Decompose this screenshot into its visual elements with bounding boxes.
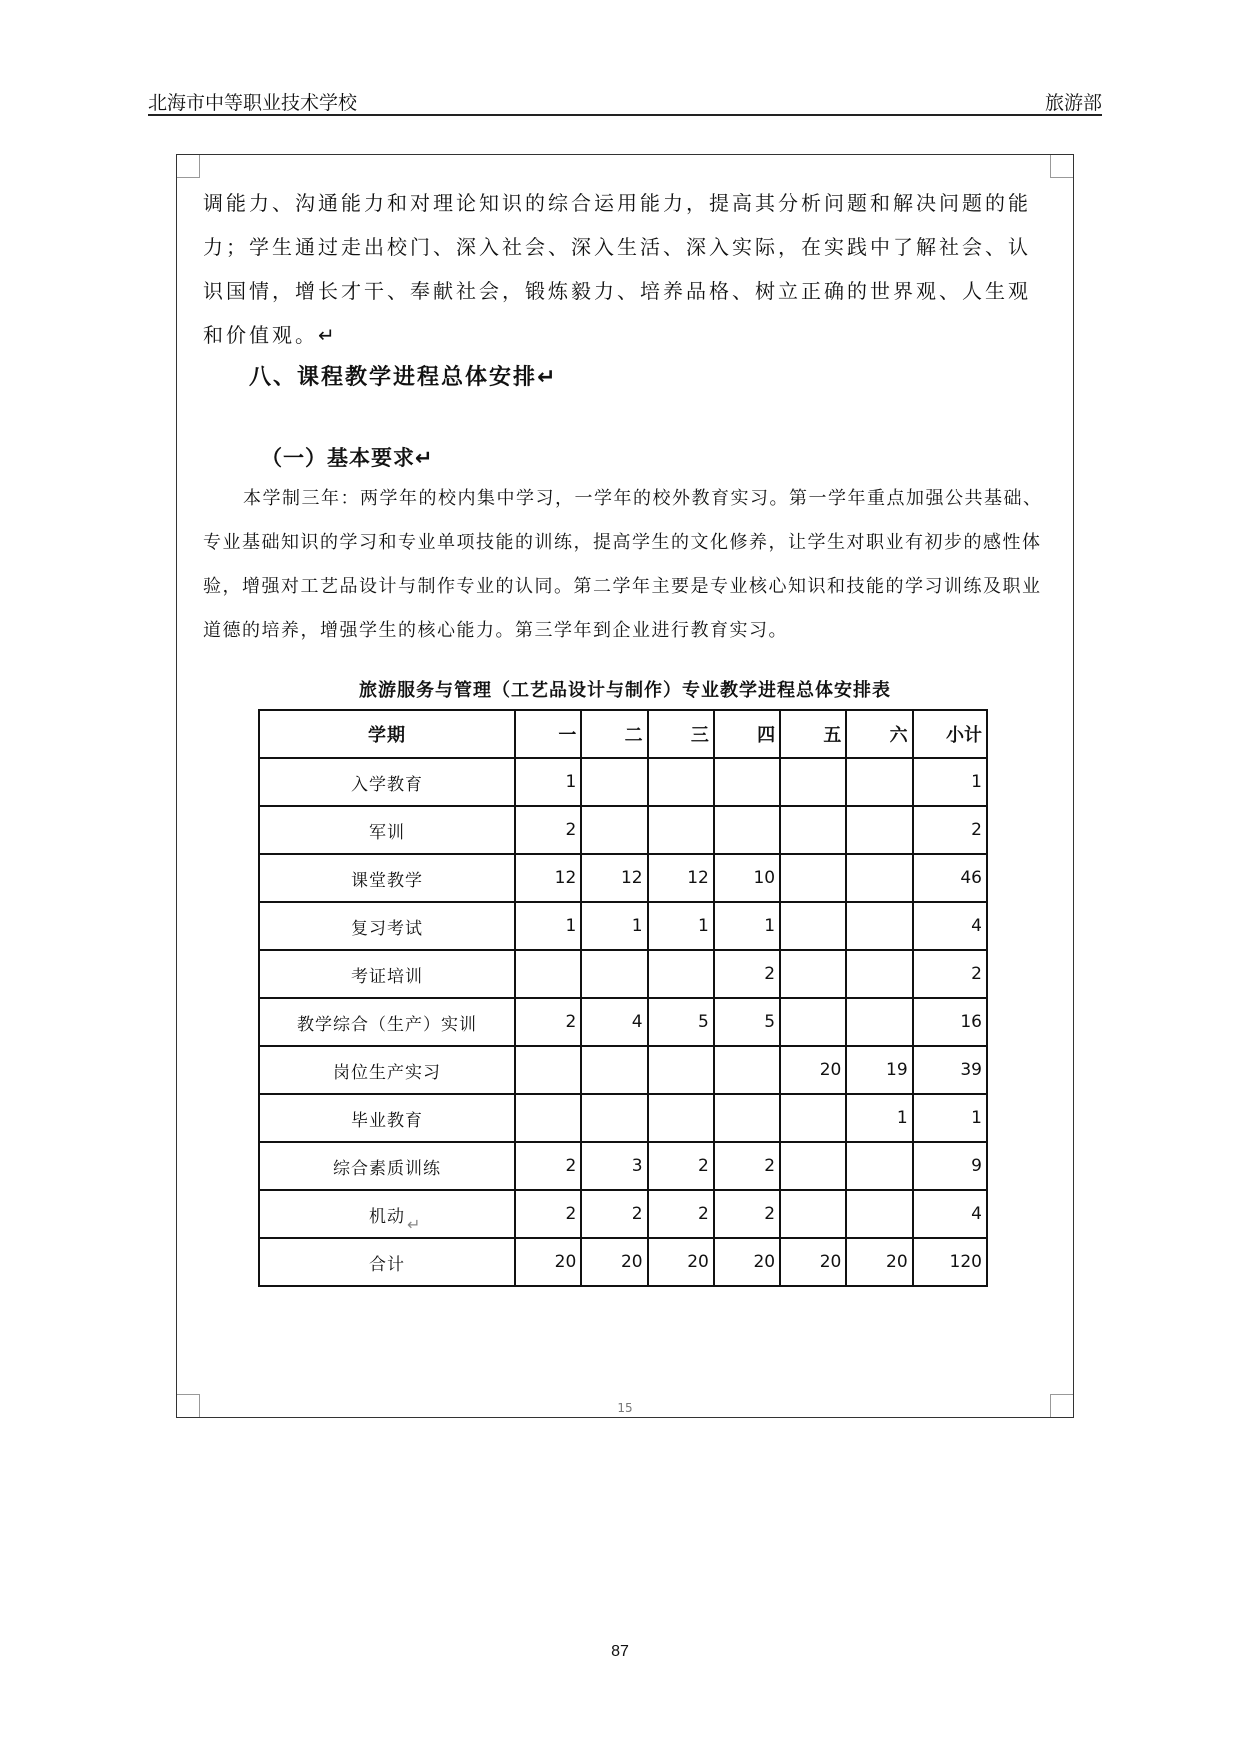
table-row — [259, 854, 987, 902]
table-cell — [648, 950, 714, 998]
table-cell: 2 — [515, 1190, 581, 1238]
row-label-cell: 考证培训 — [259, 950, 515, 998]
table-cell: 12 — [581, 854, 647, 902]
table-row — [259, 1238, 987, 1286]
header-cell: 学期 — [259, 710, 515, 758]
table-cell: 39 — [913, 1046, 987, 1094]
table-cell — [846, 950, 912, 998]
table-caption: 旅游服务与管理（工艺品设计与制作）专业教学进程总体安排表 — [359, 680, 891, 701]
table-cell: 1 — [913, 758, 987, 806]
table-cell: 20 — [714, 1238, 780, 1286]
page-header — [148, 88, 1102, 116]
row-label-cell: 毕业教育 — [259, 1094, 515, 1142]
table-cell: 10 — [714, 854, 780, 902]
table-cell — [648, 1094, 714, 1142]
table-cell: 20 — [581, 1238, 647, 1286]
school-name: 北海市中等职业技术学校 — [148, 92, 358, 114]
table-cell: 1 — [714, 902, 780, 950]
table-row — [259, 998, 987, 1046]
table-row — [259, 1094, 987, 1142]
table-cell — [515, 950, 581, 998]
row-label-cell: 入学教育 — [259, 758, 515, 806]
table-cell: 2 — [581, 1190, 647, 1238]
table-cell — [846, 902, 912, 950]
table-cell — [846, 758, 912, 806]
table-cell: 4 — [913, 902, 987, 950]
table-cell — [780, 758, 846, 806]
header-cell: 三 — [648, 710, 714, 758]
table-cell — [846, 806, 912, 854]
section-heading: 八、课程教学进程总体安排↵ — [249, 365, 558, 390]
table-cell — [846, 1190, 912, 1238]
table-cell — [780, 1094, 846, 1142]
embedded-document-frame — [176, 154, 1074, 1418]
table-cell: 5 — [714, 998, 780, 1046]
table-cell — [780, 902, 846, 950]
corner-mark — [1050, 155, 1073, 178]
table-cell: 20 — [515, 1238, 581, 1286]
table-cell — [780, 1142, 846, 1190]
table-cell — [846, 1142, 912, 1190]
table-cell — [780, 950, 846, 998]
table-cell: 1 — [581, 902, 647, 950]
table-cell: 2 — [515, 998, 581, 1046]
table-cell: 2 — [515, 806, 581, 854]
header-cell: 四 — [714, 710, 780, 758]
table-cell — [780, 854, 846, 902]
table-cell: 2 — [714, 1190, 780, 1238]
row-label-cell: 军训 — [259, 806, 515, 854]
header-cell: 一 — [515, 710, 581, 758]
table-cell: 2 — [714, 1142, 780, 1190]
table-cell: 4 — [581, 998, 647, 1046]
table-cell: 1 — [515, 758, 581, 806]
row-label-cell: 课堂教学 — [259, 854, 515, 902]
header-cell: 五 — [780, 710, 846, 758]
table-row — [259, 1190, 987, 1238]
row-label-cell: 岗位生产实习 — [259, 1046, 515, 1094]
table-cell — [714, 1046, 780, 1094]
table-header-row — [259, 710, 987, 758]
table-cell: 1 — [648, 902, 714, 950]
schedule-table — [258, 709, 988, 1287]
table-cell: 20 — [648, 1238, 714, 1286]
row-label-cell: 合计 — [259, 1238, 515, 1286]
page-number: 87 — [611, 1643, 629, 1660]
table-cell: 3 — [581, 1142, 647, 1190]
table-cell — [581, 1046, 647, 1094]
table-cell — [648, 1046, 714, 1094]
subsection-heading: （一）基本要求↵ — [261, 446, 434, 470]
table-cell: 2 — [714, 950, 780, 998]
table-cell — [648, 758, 714, 806]
table-cell: 5 — [648, 998, 714, 1046]
table-row — [259, 806, 987, 854]
return-mark: ↵ — [407, 1215, 421, 1234]
table-cell — [780, 1190, 846, 1238]
table-cell — [714, 1094, 780, 1142]
table-cell: 16 — [913, 998, 987, 1046]
corner-mark — [177, 155, 200, 178]
table-cell: 9 — [913, 1142, 987, 1190]
table-cell — [846, 854, 912, 902]
table-cell: 1 — [515, 902, 581, 950]
table-cell — [581, 806, 647, 854]
table-row — [259, 950, 987, 998]
table-cell: 120 — [913, 1238, 987, 1286]
table-cell: 2 — [648, 1142, 714, 1190]
table-cell: 20 — [780, 1238, 846, 1286]
table-cell — [780, 998, 846, 1046]
inner-page-number: 15 — [617, 1401, 633, 1415]
header-cell: 小计 — [913, 710, 987, 758]
table-cell: 2 — [648, 1190, 714, 1238]
table-cell — [515, 1094, 581, 1142]
header-cell: 六 — [846, 710, 912, 758]
table-cell: 20 — [846, 1238, 912, 1286]
table-cell — [581, 1094, 647, 1142]
table-cell — [648, 806, 714, 854]
row-label-cell: 机动 — [259, 1190, 515, 1238]
table-cell: 20 — [780, 1046, 846, 1094]
table-cell: 2 — [913, 950, 987, 998]
table-cell — [846, 998, 912, 1046]
department-name: 旅游部 — [1044, 92, 1102, 114]
table-cell: 12 — [515, 854, 581, 902]
table-cell — [780, 806, 846, 854]
row-label-cell: 综合素质训练 — [259, 1142, 515, 1190]
table-row — [259, 758, 987, 806]
header-cell: 二 — [581, 710, 647, 758]
table-cell: 2 — [515, 1142, 581, 1190]
table-cell — [714, 806, 780, 854]
table-cell: 1 — [913, 1094, 987, 1142]
table-row — [259, 902, 987, 950]
table-cell: 4 — [913, 1190, 987, 1238]
table-cell — [714, 758, 780, 806]
row-label-cell: 复习考试 — [259, 902, 515, 950]
table-cell — [581, 950, 647, 998]
row-label-cell: 教学综合（生产）实训 — [259, 998, 515, 1046]
table-cell — [581, 758, 647, 806]
table-cell: 12 — [648, 854, 714, 902]
table-row — [259, 1142, 987, 1190]
table-cell: 19 — [846, 1046, 912, 1094]
table-cell: 2 — [913, 806, 987, 854]
table-row — [259, 1046, 987, 1094]
table-cell: 1 — [846, 1094, 912, 1142]
requirements-paragraph: 本学制三年：两学年的校内集中学习，一学年的校外教育实习。第一学年重点加强公共基础、专业基础知识的学习和专业单项技能的训练，提高学生的文化修养，让学生对职业有初步的感性体验，增强对工艺品设计与制作专业的认同。第二学年主要是专业核心知识和技能的学习训练及职业道德的培养，增强学生的核心能力。第三学年到企业进行教育实习。 — [203, 488, 1043, 641]
body-paragraph: 调能力、沟通能力和对理论知识的综合运用能力，提高其分析问题和解决问题的能力；学生通过走出校门、深入社会、深入生活、深入实际，在实践中了解社会、认识国情，增长才干、奉献社会，锻炼毅力、培养品格、树立正确的世界观、人生观和价值观。↵ — [203, 191, 1031, 347]
table-cell — [515, 1046, 581, 1094]
table-cell: 46 — [913, 854, 987, 902]
